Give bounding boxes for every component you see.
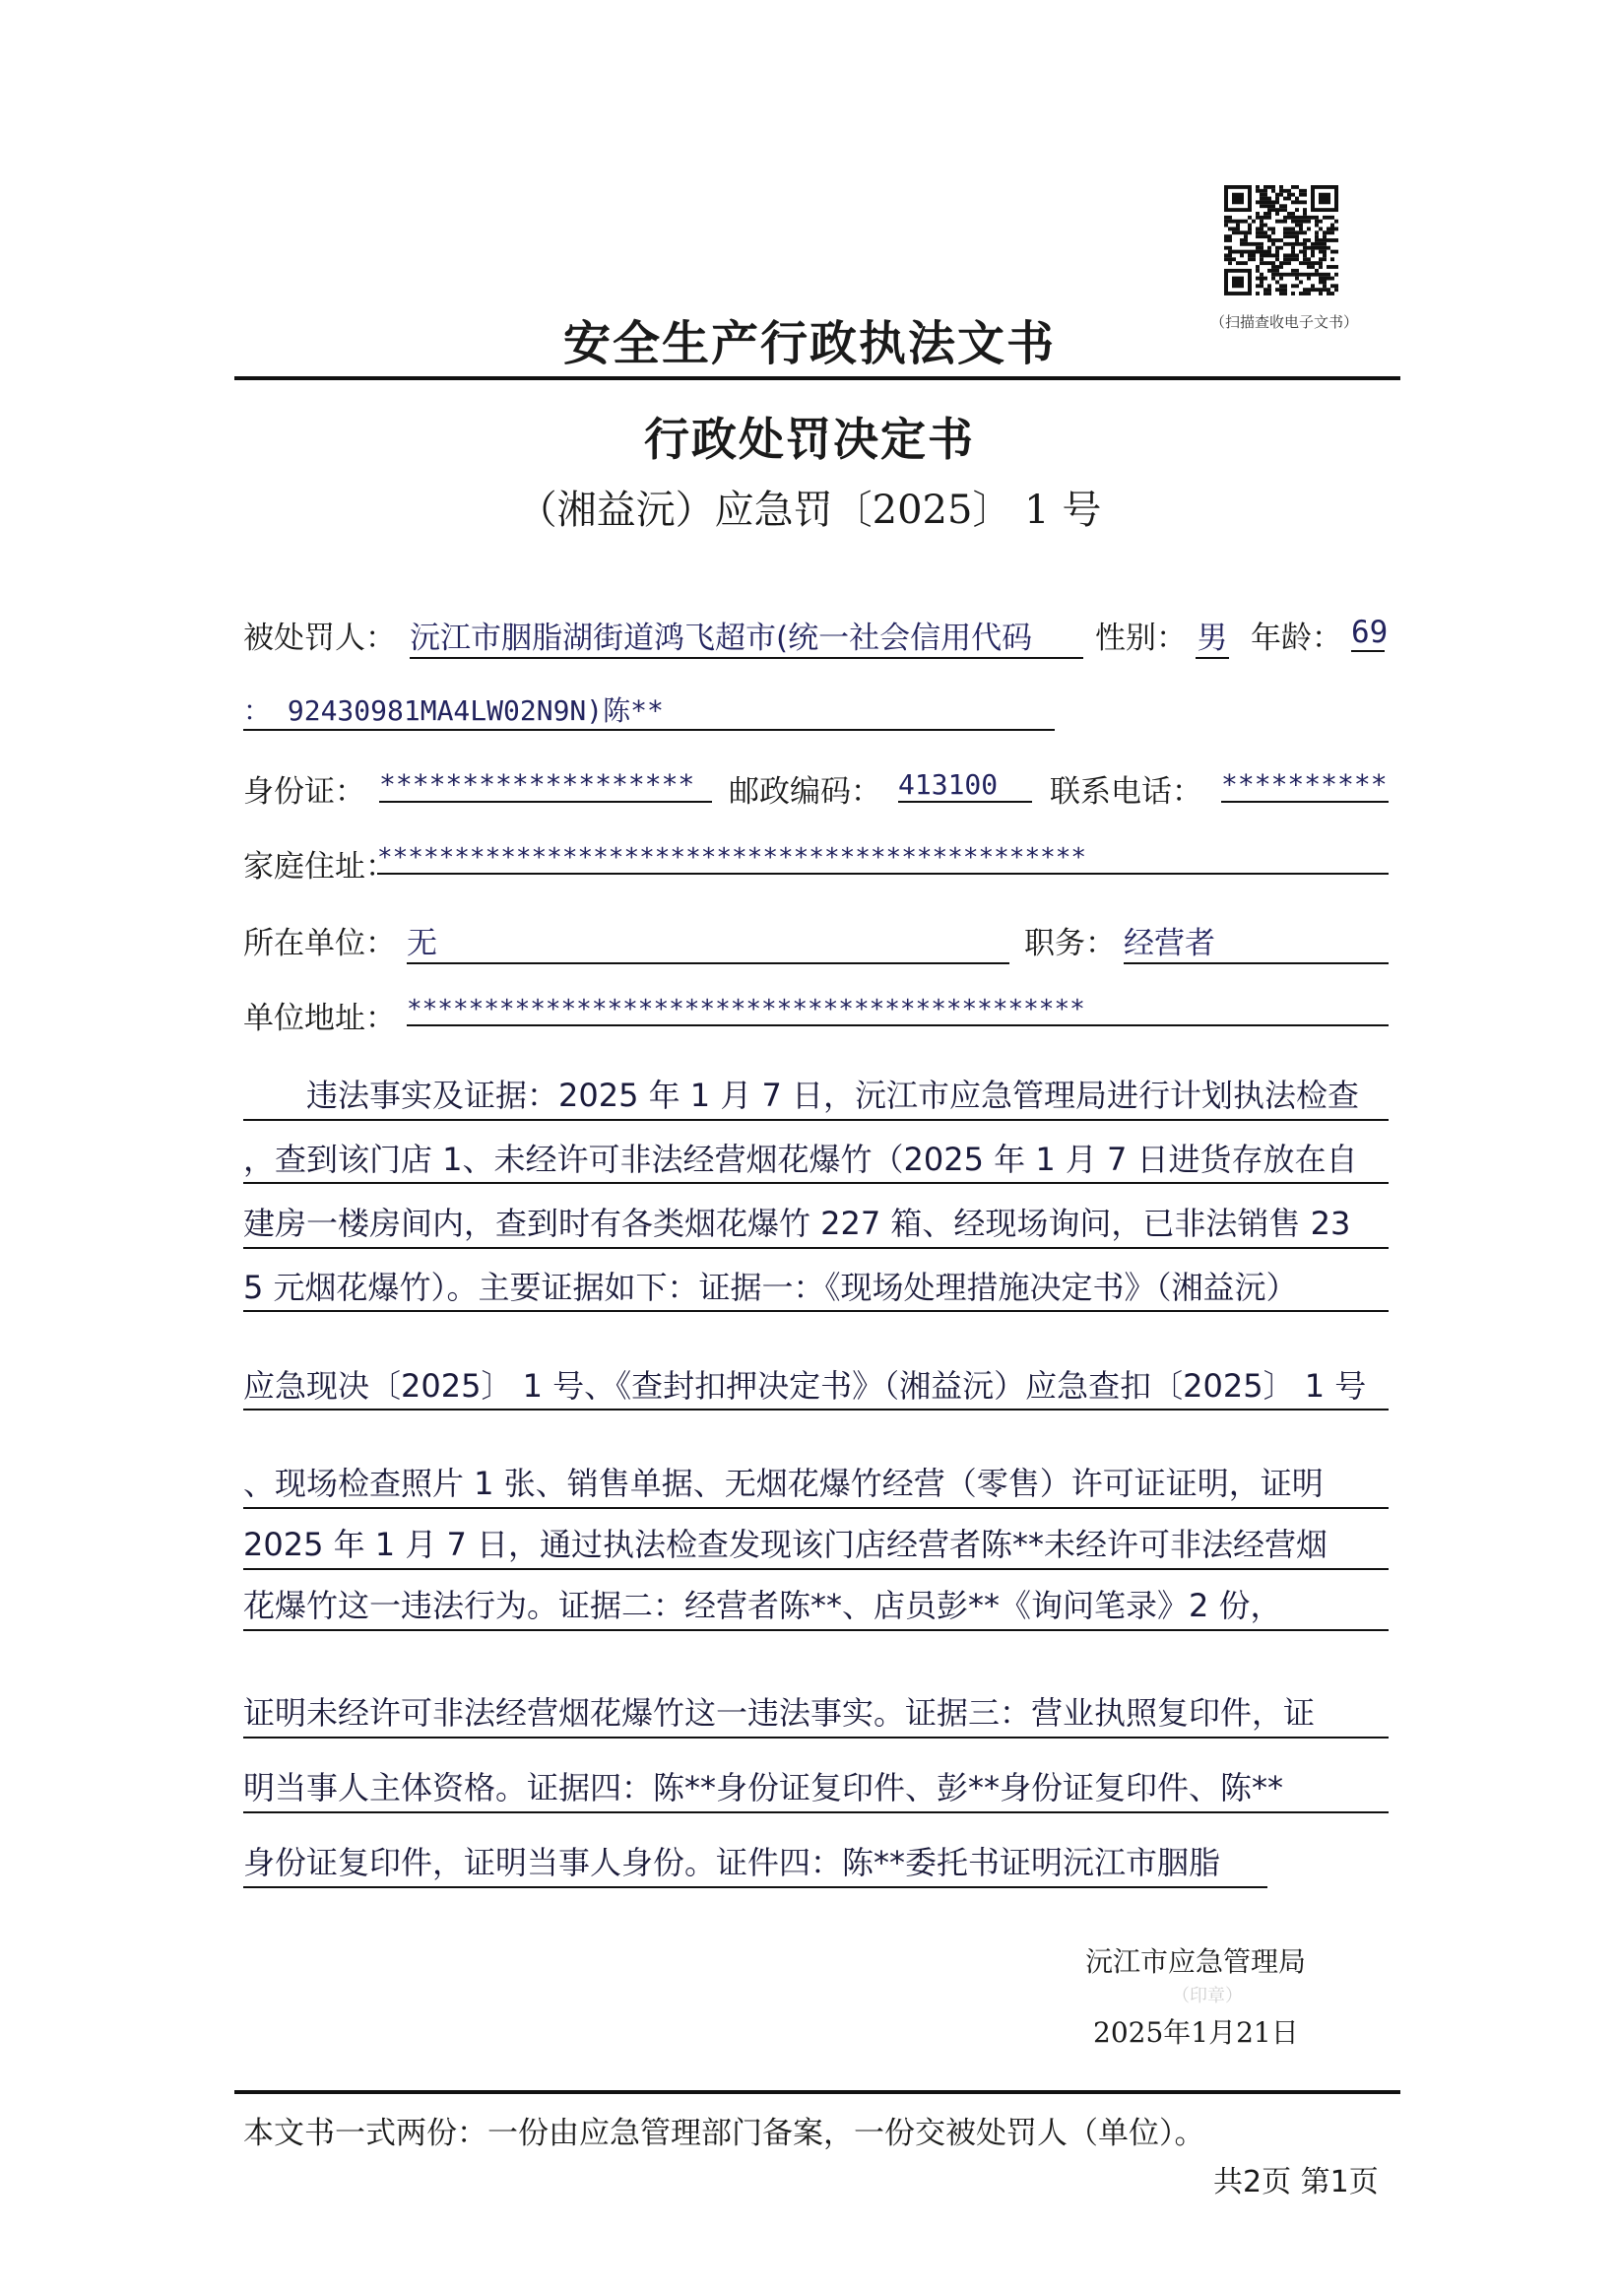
qr-code-icon <box>1224 185 1344 295</box>
footer-rule <box>234 2090 1400 2094</box>
body-underline <box>243 1886 1267 1888</box>
body-underline <box>243 1310 1389 1312</box>
job-label: 职务： <box>1024 926 1116 961</box>
body-underline <box>243 1119 1389 1121</box>
body-underline <box>243 1409 1389 1410</box>
job-value: 经营者 <box>1124 918 1389 964</box>
party-name-line1: 沅江市胭脂湖街道鸿飞超市(统一社会信用代码 <box>410 613 1083 659</box>
unit-value: 无 <box>407 918 1009 964</box>
footer-note: 本文书一式两份：一份由应急管理部门备案，一份交被处罚人（单位）。 <box>243 2116 1205 2151</box>
gender-label: 性别： <box>1095 621 1187 656</box>
body-line: ，查到该门店 1、未经许可非法经营烟花爆竹（2025 年 1 月 7 日进货存放在自 <box>243 1141 1358 1178</box>
phone-value: ********** <box>1221 768 1388 801</box>
party-name-line2: ： 92430981MA4LW02N9N)陈** <box>243 689 1055 731</box>
document-title: 行政处罚决定书 <box>644 413 975 466</box>
body-underline <box>243 1737 1389 1738</box>
document-category-title: 安全生产行政执法文书 <box>562 316 1056 371</box>
unit-label: 所在单位： <box>243 926 396 961</box>
unit-address-label: 单位地址： <box>243 1001 396 1036</box>
postal-label: 邮政编码： <box>729 774 881 810</box>
id-label: 身份证： <box>243 774 365 810</box>
body-underline <box>243 1811 1389 1813</box>
id-value: ******************* <box>379 768 712 803</box>
body-line: 5 元烟花爆竹）。主要证据如下：证据一：《现场处理措施决定书》（湘益沅） <box>243 1269 1298 1306</box>
body-underline <box>243 1247 1389 1249</box>
seal-placeholder: （印章） <box>1172 1986 1243 2006</box>
issue-date: 2025年1月21日 <box>1093 2016 1299 2049</box>
qr-caption: （扫描查收电子文书） <box>1209 313 1358 331</box>
issuing-organization: 沅江市应急管理局 <box>1085 1945 1307 1978</box>
body-line: 、现场检查照片 1 张、销售单据、无烟花爆竹经营（零售）许可证证明，证明 <box>243 1465 1324 1502</box>
document-number: （湘益沅）应急罚〔2025〕 1 号 <box>517 488 1102 533</box>
unit-address-value: ******************************************** <box>407 995 1389 1026</box>
phone-label: 联系电话： <box>1050 774 1202 810</box>
body-line: 违法事实及证据：2025 年 1 月 7 日，沅江市应急管理局进行计划执法检查 <box>306 1077 1360 1114</box>
home-address-value: ********************************************** <box>377 843 1389 875</box>
body-underline <box>243 1629 1389 1631</box>
page-indicator: 共2页 第1页 <box>1213 2165 1379 2199</box>
age-value: 69 <box>1351 615 1389 650</box>
postal-value: 413100 <box>898 768 1032 803</box>
body-underline <box>243 1568 1389 1570</box>
body-underline <box>243 1507 1389 1509</box>
age-label: 年龄： <box>1251 621 1342 656</box>
body-line: 花爆竹这一违法行为。证据二：经营者陈**、店员彭**《询问笔录》2 份， <box>243 1587 1282 1624</box>
body-line: 2025 年 1 月 7 日，通过执法检查发现该门店经营者陈**未经许可非法经营烟 <box>243 1526 1328 1563</box>
header-rule <box>234 376 1400 380</box>
body-line: 明当事人主体资格。证据四：陈**身份证复印件、彭**身份证复印件、陈** <box>243 1769 1284 1806</box>
gender-value: 男 <box>1196 613 1229 659</box>
body-line: 应急现决〔2025〕 1 号、《查封扣押决定书》（湘益沅）应急查扣〔2025〕 1 号 <box>243 1367 1367 1405</box>
body-line: 证明未经许可非法经营烟花爆竹这一违法事实。证据三：营业执照复印件，证 <box>243 1694 1316 1732</box>
home-address-label: 家庭住址： <box>243 849 396 885</box>
party-label: 被处罚人： <box>243 621 396 656</box>
body-line: 身份证复印件，证明当事人身份。证件四：陈**委托书证明沅江市胭脂 <box>243 1844 1221 1881</box>
body-line: 建房一楼房间内，查到时有各类烟花爆竹 227 箱、经现场询问，已非法销售 23 <box>243 1205 1351 1242</box>
body-underline <box>243 1182 1389 1184</box>
